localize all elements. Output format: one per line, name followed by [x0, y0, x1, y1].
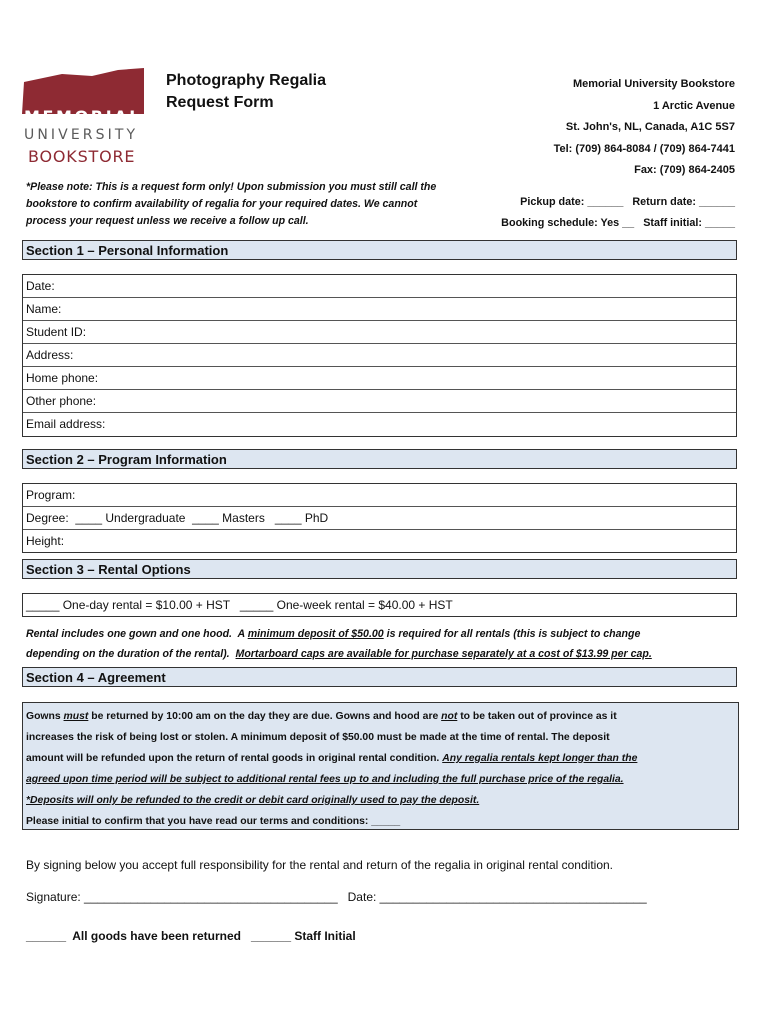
other-phone-field[interactable]: Other phone:: [23, 390, 736, 413]
pickup-date[interactable]: Pickup date: ______: [520, 196, 624, 208]
rental-note-text: depending on the duration of the rental).: [26, 648, 236, 660]
agreement-text: increases the risk of being lost or stolen. A minimum deposit of $50.00 must be made at the time of rental. The deposit: [26, 732, 610, 743]
address-line: St. John's, NL, Canada, A1C 5S7: [565, 121, 735, 134]
mortarboard-note: Mortarboard caps are available for purchase separately at a cost of $13.99 per cap.: [235, 648, 652, 660]
phone-line: Tel: (709) 864-8084 / (709) 864-7441: [553, 142, 735, 155]
agreement-emphasis: not: [441, 711, 458, 722]
rental-note: [26, 624, 726, 664]
request-note: *Please note: This is a request form only! Upon submission you must still call the bookstore to confirm availability of regalia for your required dates. We cannot process your request unless we receive a follow up call.: [26, 181, 437, 227]
height-field[interactable]: Height:: [26, 534, 65, 548]
address-field[interactable]: Address:: [23, 344, 736, 367]
agreement-late-fees: agreed upon time period will be subject to additional rental fees up to and including the full purchase price of the regalia.: [26, 774, 624, 785]
program-field[interactable]: Program:: [23, 484, 736, 507]
logo-bookstore: BOOKSTORE: [28, 147, 136, 166]
terms-initial-field[interactable]: Please initial to confirm that you have read our terms and conditions: _____: [26, 816, 401, 827]
title-line2: Request Form: [166, 94, 274, 111]
agreement-text: Gowns: [26, 711, 64, 722]
section4-header: Section 4 – Agreement: [22, 667, 737, 687]
date-field[interactable]: Date:: [23, 275, 736, 298]
acceptance-statement: By signing below you accept full responsibility for the rental and return of the regalia in original rental condition.: [26, 858, 614, 872]
rental-options-field[interactable]: _____ One-day rental = $10.00 + HST _____ One-week rental = $40.00 + HST: [26, 598, 453, 612]
bookstore-address: [554, 74, 735, 182]
program-info-table: [22, 483, 737, 553]
deposit-emphasis: minimum deposit of $50.00: [247, 628, 384, 640]
agreement-text: amount will be refunded upon the return of rental goods in original rental condition.: [26, 753, 443, 764]
deposit-refund-note: *Deposits will only be refunded to the credit or debit card originally used to pay the deposit.: [26, 795, 480, 806]
staff-fields: [501, 192, 735, 234]
logo-memorial: MEMORIAL: [24, 107, 143, 126]
fax-line: Fax: (709) 864-2405: [634, 164, 735, 177]
agreement-text: be returned by 10:00 am on the day they are due. Gowns and hood are: [88, 711, 442, 722]
form-title: [166, 70, 326, 114]
agreement-late-fees: Any regalia rentals kept longer than the: [442, 753, 638, 764]
agreement-box: [22, 702, 739, 830]
home-phone-field[interactable]: Home phone:: [23, 367, 736, 390]
rental-options-table: [22, 593, 737, 617]
staff-initial[interactable]: Staff initial: _____: [643, 217, 735, 229]
booking-schedule[interactable]: Booking schedule: Yes __: [501, 217, 635, 229]
return-date[interactable]: Return date: ______: [632, 196, 735, 208]
degree-field[interactable]: Degree: ____ Undergraduate ____ Masters ____ PhD: [23, 507, 736, 530]
personal-info-table: [22, 274, 737, 437]
email-field[interactable]: Email address:: [26, 417, 106, 431]
rental-note-text: is required for all rentals (this is subject to change: [383, 628, 641, 640]
name-field[interactable]: Name:: [23, 298, 736, 321]
signature-date-field[interactable]: Signature: ______________________________________ Date: ________________________________________: [26, 890, 647, 904]
section3-header: Section 3 – Rental Options: [22, 559, 737, 579]
address-line: 1 Arctic Avenue: [653, 99, 735, 112]
logo-university: UNIVERSITY: [24, 127, 139, 143]
agreement-text: to be taken out of province as it: [457, 711, 617, 722]
rental-note-text: Rental includes one gown and one hood. A: [26, 628, 248, 640]
section1-header: Section 1 – Personal Information: [22, 240, 737, 260]
title-line1: Photography Regalia: [166, 72, 327, 89]
section2-header: Section 2 – Program Information: [22, 449, 737, 469]
student-id-field[interactable]: Student ID:: [23, 321, 736, 344]
goods-returned-field[interactable]: ______ All goods have been returned ______ Staff Initial: [26, 929, 356, 943]
agreement-emphasis: must: [63, 711, 89, 722]
address-line: Memorial University Bookstore: [573, 78, 735, 90]
